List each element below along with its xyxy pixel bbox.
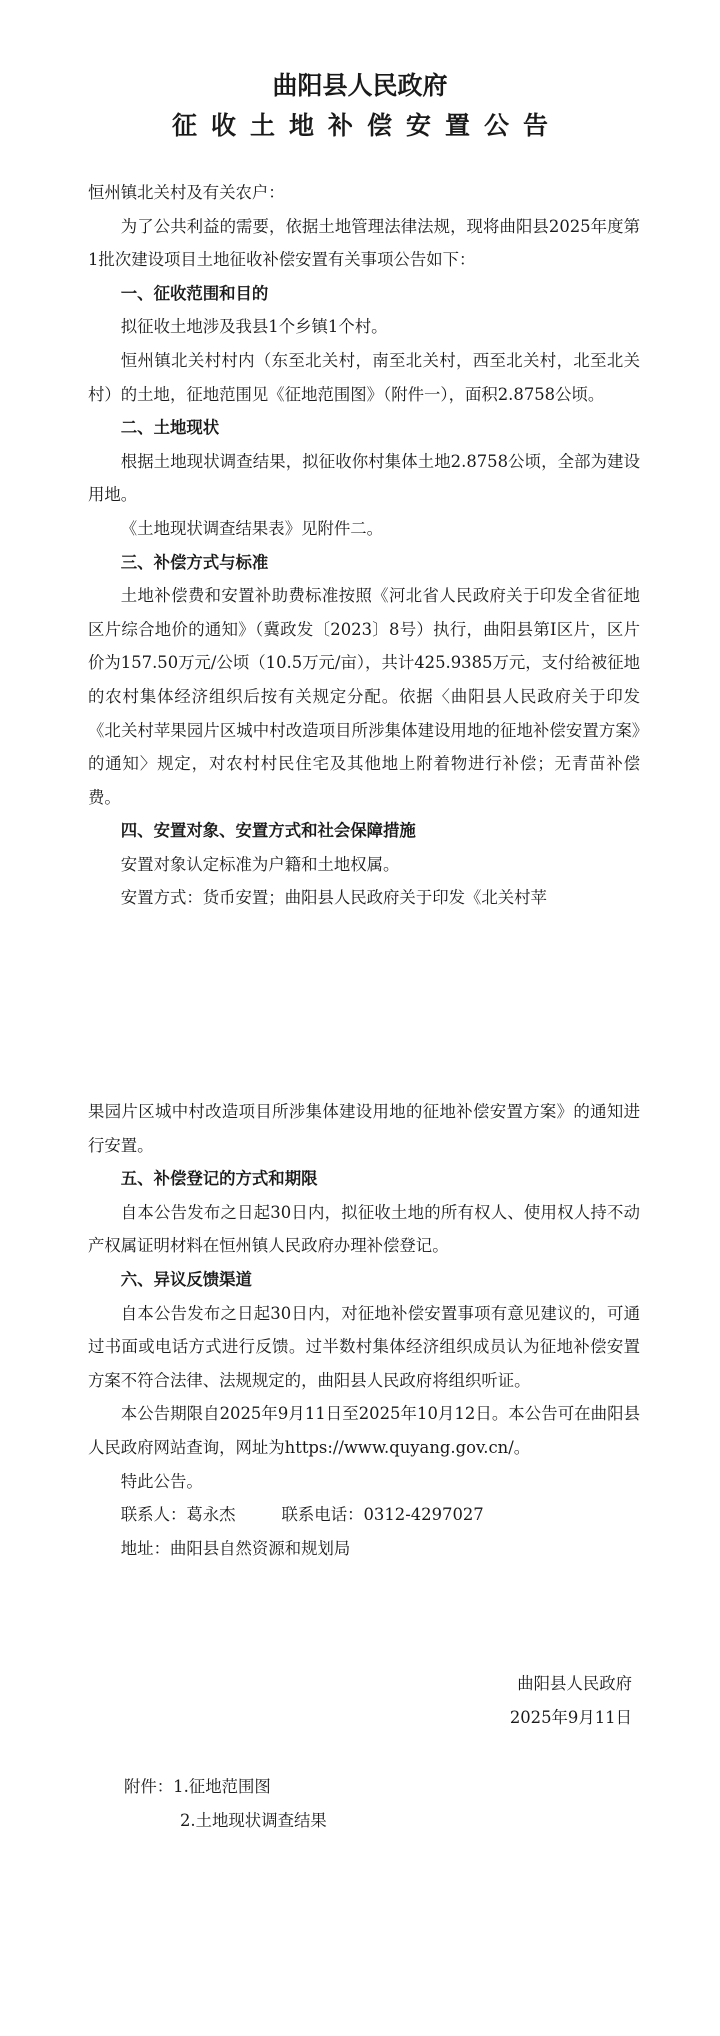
paragraph: 《土地现状调查结果表》见附件二。 bbox=[120, 518, 384, 538]
signature-authority: 曲阳县人民政府 bbox=[517, 1674, 632, 1693]
paragraph: 自本公告发布之日起30日内，拟征收土地的所有权人、使用权人持不动产权属证明材料在恒州镇人民政府办理补偿登记。 bbox=[88, 1202, 640, 1256]
section-heading: 四、安置对象、安置方式和社会保障措施 bbox=[120, 821, 416, 841]
paragraph: 恒州镇北关村村内（东至北关村，南至北关村，西至北关村，北至北关村）的土地，征地范围见《征地范围图》（附件一），面积2.8758公顷。 bbox=[88, 350, 640, 404]
paragraph: 安置方式：货币安置；曲阳县人民政府关于印发《北关村苹 bbox=[120, 888, 547, 908]
address-line: 地址：曲阳县自然资源和规划局 bbox=[120, 1538, 351, 1558]
paragraph: 自本公告发布之日起30日内，对征地补偿安置事项有意见建议的，可通过书面或电话方式进行反馈。过半数村集体经济组织成员认为征地补偿安置方案不符合法律、法规规定的，曲阳县人民政府将组织听证。 bbox=[88, 1303, 640, 1390]
section-heading: 三、补偿方式与标准 bbox=[120, 552, 269, 572]
section-heading: 二、土地现状 bbox=[120, 418, 220, 438]
paragraph: 拟征收土地涉及我县1个乡镇1个村。 bbox=[120, 317, 388, 337]
notice-body-part-1 bbox=[88, 176, 640, 915]
contact-line bbox=[88, 1498, 640, 1532]
section-heading: 六、异议反馈渠道 bbox=[120, 1269, 252, 1289]
section-heading: 一、征收范围和目的 bbox=[120, 283, 269, 303]
notice-body-part-2 bbox=[88, 1095, 640, 1565]
paragraph: 安置对象认定标准为户籍和土地权属。 bbox=[120, 854, 400, 874]
issuing-authority-title: 曲阳县人民政府 bbox=[272, 71, 448, 100]
addressee: 恒州镇北关村及有关农户： bbox=[88, 183, 285, 202]
attachment-item-1: 附件：1.征地范围图 bbox=[124, 1777, 271, 1796]
title-block bbox=[0, 66, 720, 146]
paragraph: 根据土地现状调查结果，拟征收你村集体土地2.8758公顷，全部为建设用地。 bbox=[88, 451, 640, 505]
intro-paragraph: 为了公共利益的需要，依据土地管理法律法规，现将曲阳县2025年度第1批次建设项目土地征收补偿安置有关事项公告如下： bbox=[88, 216, 640, 270]
contact-person: 联系人：葛永杰 bbox=[120, 1505, 236, 1525]
attachment-item-2: 2.土地现状调查结果 bbox=[180, 1811, 327, 1830]
notice-period-paragraph: 本公告期限自2025年9月11日至2025年10月12日。本公告可在曲阳县人民政府网站查询，网址为https://www.quyang.gov.cn/。 bbox=[88, 1404, 640, 1457]
signature-date: 2025年9月11日 bbox=[509, 1708, 632, 1727]
section-heading: 五、补偿登记的方式和期限 bbox=[120, 1169, 318, 1189]
closing-remark: 特此公告。 bbox=[120, 1471, 203, 1491]
paragraph-continued: 果园片区城中村改造项目所涉集体建设用地的征地补偿安置方案》的通知进行安置。 bbox=[88, 1102, 640, 1155]
contact-phone: 联系电话：0312-4297027 bbox=[281, 1505, 484, 1525]
notice-title: 征收土地补偿安置公告 bbox=[171, 111, 562, 140]
paragraph: 土地补偿费和安置补助费标准按照《河北省人民政府关于印发全省征地区片综合地价的通知》（冀政发〔2023〕8号）执行，曲阳县第Ⅰ区片，区片价为157.50万元/公顷（10.5万元/亩），共计425.9385万元，支付给被征地的农村集体经济组织后按有关规定分配。依据〈曲阳县人民政府关于印发《北关村苹果园片区城中村改造项目所涉集体建设用地的征地补偿安置方案》的通知〉规定，对农村村民住宅及其他地上附着物进行补偿；无青苗补偿费。 bbox=[88, 586, 640, 807]
